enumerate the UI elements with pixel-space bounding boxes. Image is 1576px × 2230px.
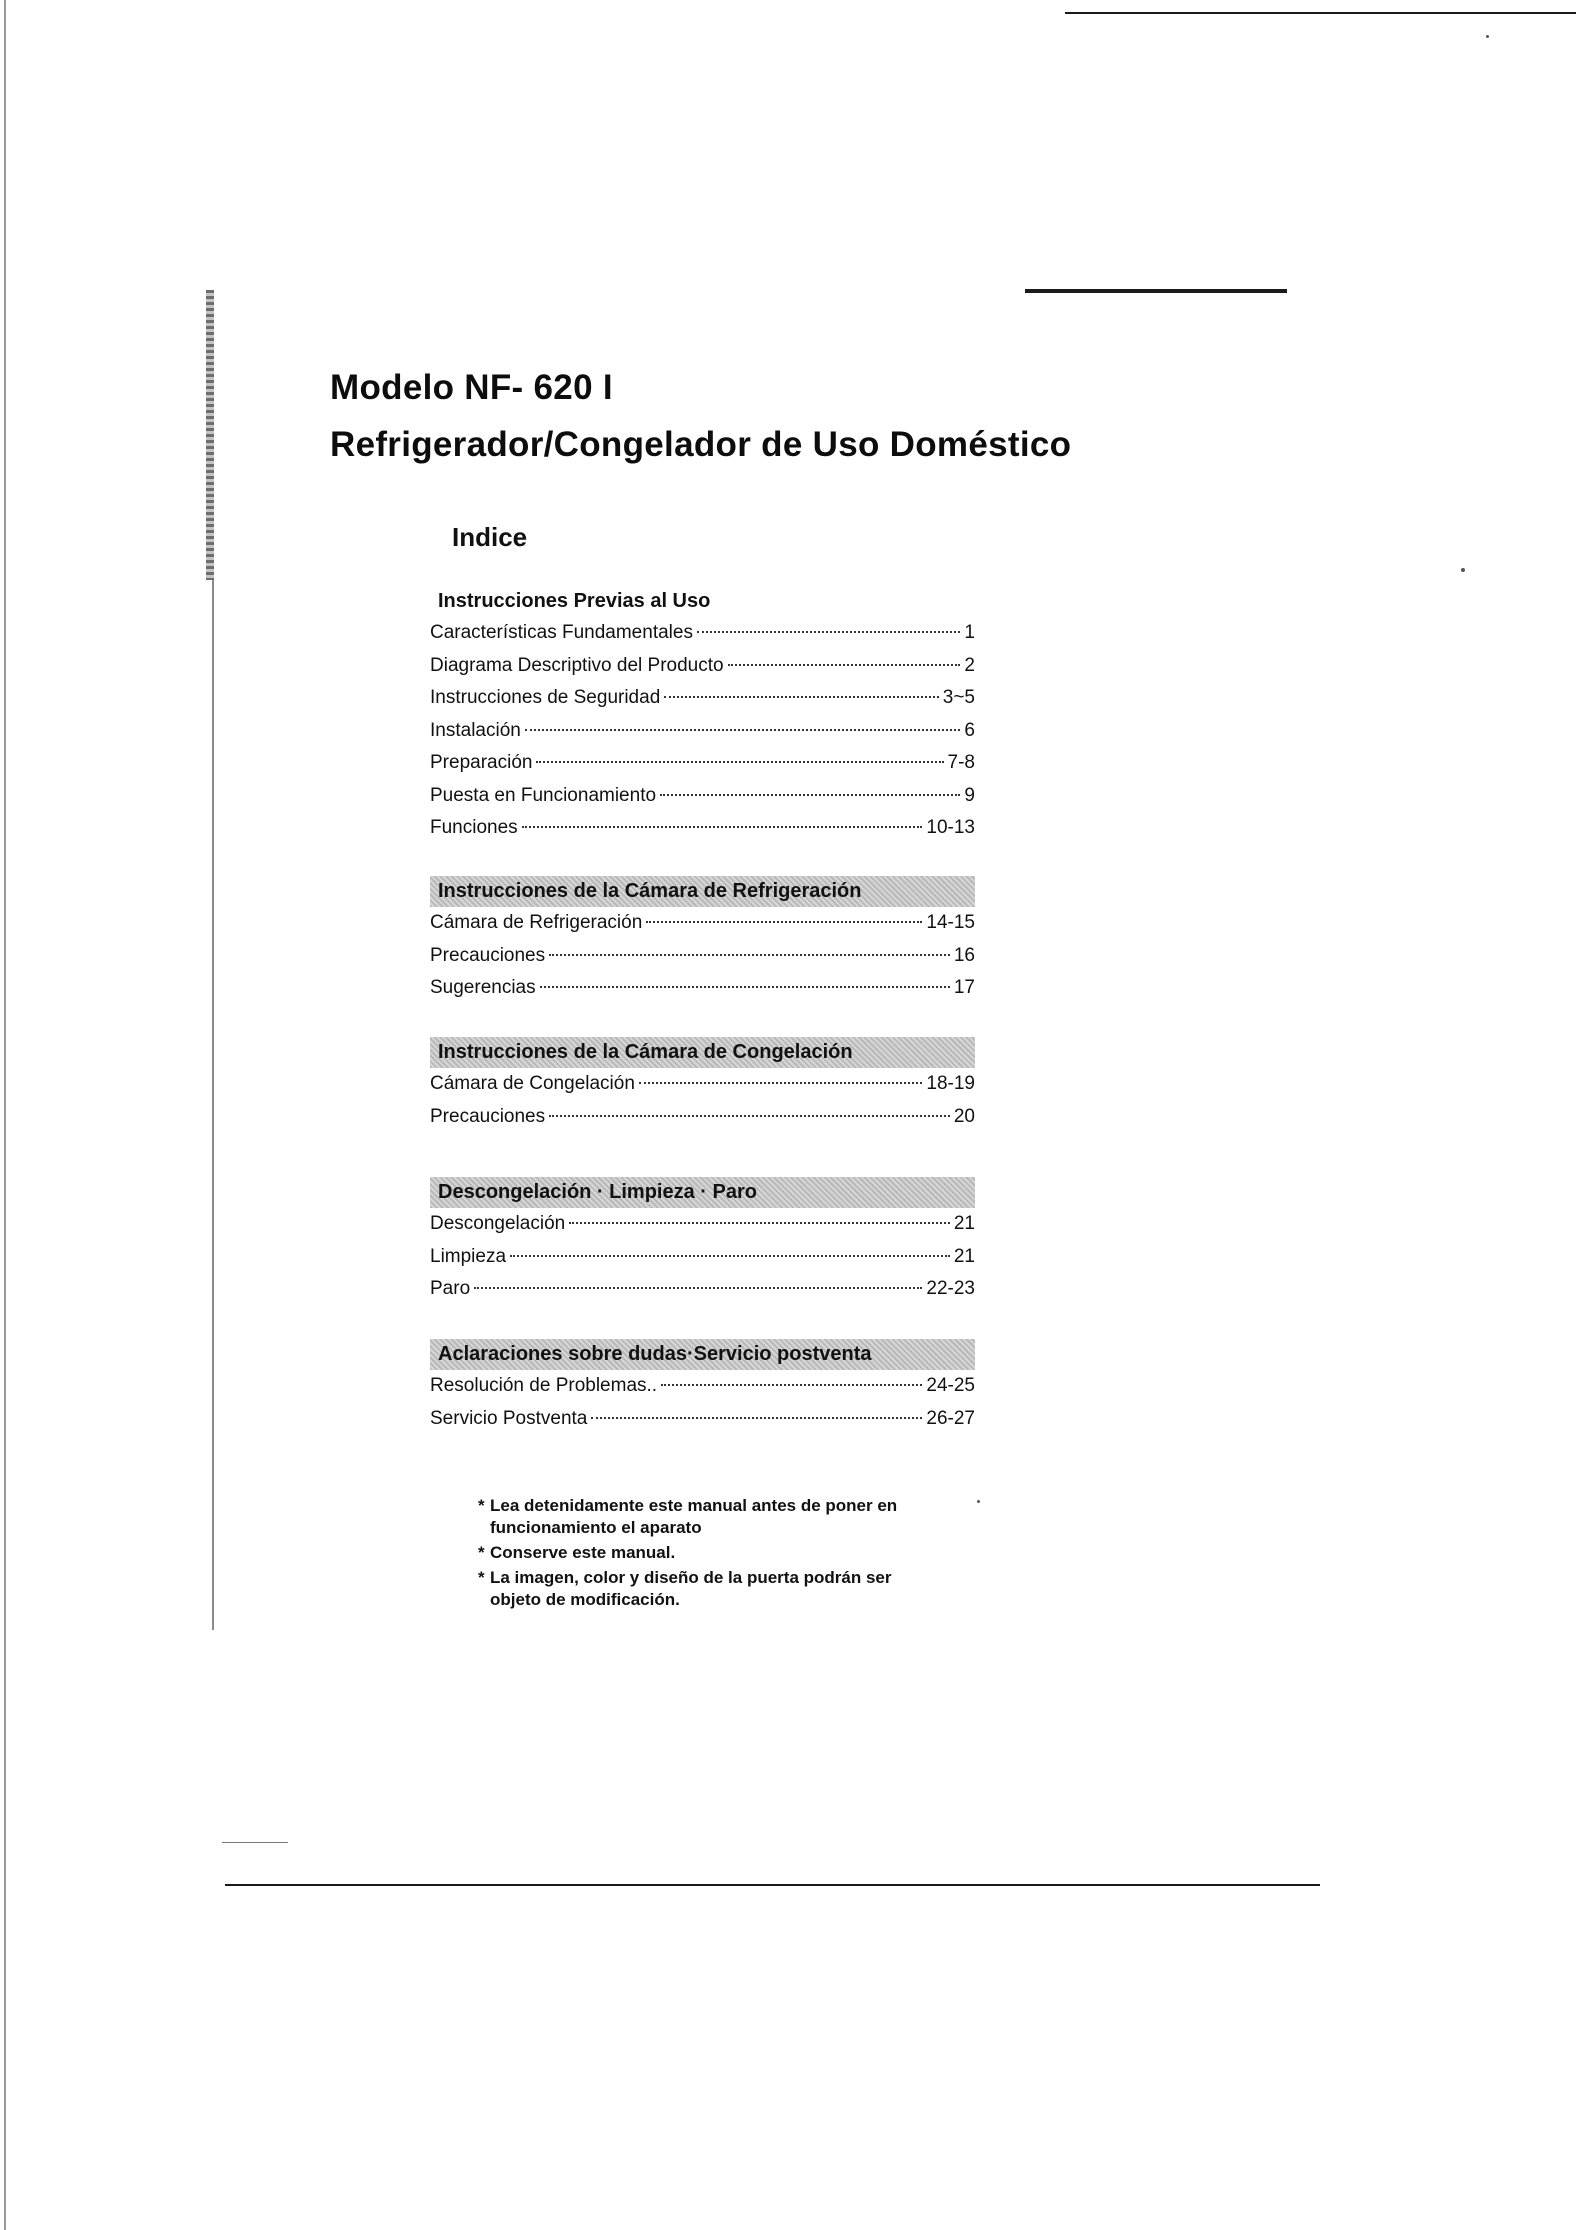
bottom-rule bbox=[225, 1884, 1320, 1886]
toc-dot-leader bbox=[639, 1082, 922, 1084]
toc-entry-label: Instrucciones de Seguridad bbox=[430, 687, 661, 708]
toc-entry bbox=[430, 682, 975, 715]
header-rule bbox=[1025, 289, 1287, 293]
toc-entry-page: 16 bbox=[953, 944, 975, 966]
toc-entry bbox=[430, 780, 975, 813]
toc-section-heading: Instrucciones Previas al Uso bbox=[438, 590, 711, 612]
toc-entry-label: Precauciones bbox=[430, 944, 546, 966]
toc-section-postventa bbox=[430, 1339, 975, 1435]
notes-list bbox=[478, 1495, 938, 1614]
toc-dot-leader bbox=[646, 921, 922, 923]
toc-entry-label: Características Fundamentales bbox=[430, 622, 693, 643]
asterisk-icon: * bbox=[478, 1496, 485, 1515]
toc-section-refrigeracion bbox=[430, 876, 975, 1005]
toc-entry-page: 21 bbox=[953, 1213, 975, 1234]
toc-entry bbox=[430, 1273, 975, 1306]
note-item bbox=[478, 1495, 938, 1539]
toc-dot-leader bbox=[536, 761, 943, 763]
product-title: Refrigerador/Congelador de Uso Doméstico bbox=[330, 425, 1072, 464]
toc-entry-label: Diagrama Descriptivo del Producto bbox=[430, 654, 724, 676]
toc-entry bbox=[430, 650, 975, 683]
scan-speck bbox=[1461, 568, 1465, 572]
bottom-dash bbox=[222, 1842, 288, 1843]
top-rule bbox=[1065, 12, 1576, 14]
asterisk-icon: * bbox=[478, 1568, 485, 1587]
toc-entry-page: 6 bbox=[964, 719, 975, 741]
toc-entry-label: Sugerencias bbox=[430, 977, 536, 998]
note-item bbox=[478, 1542, 938, 1564]
toc-dot-leader bbox=[549, 1115, 950, 1117]
toc-section-congelacion bbox=[430, 1037, 975, 1133]
toc-entry bbox=[430, 1068, 975, 1101]
toc-entry bbox=[430, 1370, 975, 1403]
toc-entry bbox=[430, 747, 975, 780]
toc-section-previas bbox=[430, 586, 975, 845]
toc-entry-label: Instalación bbox=[430, 719, 521, 741]
toc-entry-page: 17 bbox=[953, 977, 975, 998]
toc-dot-leader bbox=[728, 664, 961, 666]
toc-entry bbox=[430, 617, 975, 650]
scan-speck bbox=[1486, 35, 1489, 38]
toc-dot-leader bbox=[697, 631, 960, 633]
toc-entry bbox=[430, 715, 975, 748]
scan-edge-left bbox=[4, 0, 6, 2230]
toc-entry-label: Puesta en Funcionamiento bbox=[430, 784, 657, 806]
toc-entry-page: 21 bbox=[953, 1245, 975, 1267]
model-title: Modelo NF- 620 I bbox=[330, 368, 613, 407]
note-text: Lea detenidamente este manual antes de poner en funcionamiento el aparato bbox=[490, 1496, 898, 1537]
toc-dot-leader bbox=[510, 1255, 950, 1257]
toc-entry-label: Preparación bbox=[430, 752, 533, 773]
toc-entry-page: 24-25 bbox=[926, 1375, 975, 1396]
toc-entry-page: 10-13 bbox=[926, 817, 975, 838]
toc-entry-label: Descongelación bbox=[430, 1213, 566, 1234]
toc-section-heading: Descongelación · Limpieza · Paro bbox=[430, 1177, 975, 1208]
toc-entry-label: Servicio Postventa bbox=[430, 1407, 588, 1429]
toc-entry-page: 3~5 bbox=[942, 687, 975, 708]
toc-entry-label: Funciones bbox=[430, 817, 518, 838]
toc-entry-page: 26-27 bbox=[926, 1407, 975, 1429]
toc-entry bbox=[430, 907, 975, 940]
asterisk-icon: * bbox=[478, 1543, 485, 1562]
toc-entry-page: 18-19 bbox=[926, 1073, 975, 1094]
toc-entry-page: 7-8 bbox=[947, 752, 975, 773]
note-item bbox=[478, 1567, 938, 1611]
toc-entry-page: 20 bbox=[953, 1105, 975, 1127]
toc-dot-leader bbox=[591, 1417, 922, 1419]
toc-dot-leader bbox=[549, 954, 950, 956]
binding-strip bbox=[206, 290, 214, 580]
toc-entry-page: 2 bbox=[964, 654, 975, 676]
toc-section-limpieza bbox=[430, 1177, 975, 1306]
toc-entry-page: 1 bbox=[964, 622, 975, 643]
toc-entry bbox=[430, 1208, 975, 1241]
toc-entry-label: Paro bbox=[430, 1278, 471, 1299]
toc-entry-label: Cámara de Congelación bbox=[430, 1073, 635, 1094]
toc-entry-label: Limpieza bbox=[430, 1245, 507, 1267]
toc-dot-leader bbox=[660, 794, 960, 796]
toc-dot-leader bbox=[474, 1287, 922, 1289]
scan-speck bbox=[977, 1500, 980, 1503]
toc-entry bbox=[430, 940, 975, 973]
toc-entry bbox=[430, 812, 975, 845]
note-text: Conserve este manual. bbox=[490, 1543, 676, 1562]
index-heading: Indice bbox=[452, 522, 528, 552]
binding-edge bbox=[212, 580, 214, 1630]
toc-entry-label: Resolución de Problemas.. bbox=[430, 1375, 658, 1396]
toc-entry-page: 9 bbox=[964, 784, 975, 806]
toc-entry-label: Precauciones bbox=[430, 1105, 546, 1127]
toc-dot-leader bbox=[540, 986, 950, 988]
toc-dot-leader bbox=[525, 729, 961, 731]
toc-entry bbox=[430, 1403, 975, 1436]
toc-entry-page: 22-23 bbox=[926, 1278, 975, 1299]
note-text: La imagen, color y diseño de la puerta podrán ser objeto de modificación. bbox=[490, 1568, 892, 1609]
toc-dot-leader bbox=[569, 1222, 950, 1224]
toc-entry-page: 14-15 bbox=[926, 912, 975, 933]
toc-section-heading: Instrucciones de la Cámara de Congelación bbox=[430, 1037, 975, 1068]
toc-dot-leader bbox=[661, 1384, 922, 1386]
toc-dot-leader bbox=[664, 696, 939, 698]
toc-entry bbox=[430, 1241, 975, 1274]
toc-entry bbox=[430, 972, 975, 1005]
toc-section-heading: Aclaraciones sobre dudas·Servicio postventa bbox=[430, 1339, 975, 1370]
toc-section-heading: Instrucciones de la Cámara de Refrigeración bbox=[430, 876, 975, 907]
toc-entry-label: Cámara de Refrigeración bbox=[430, 912, 643, 933]
toc-entry bbox=[430, 1101, 975, 1134]
toc-dot-leader bbox=[522, 826, 923, 828]
